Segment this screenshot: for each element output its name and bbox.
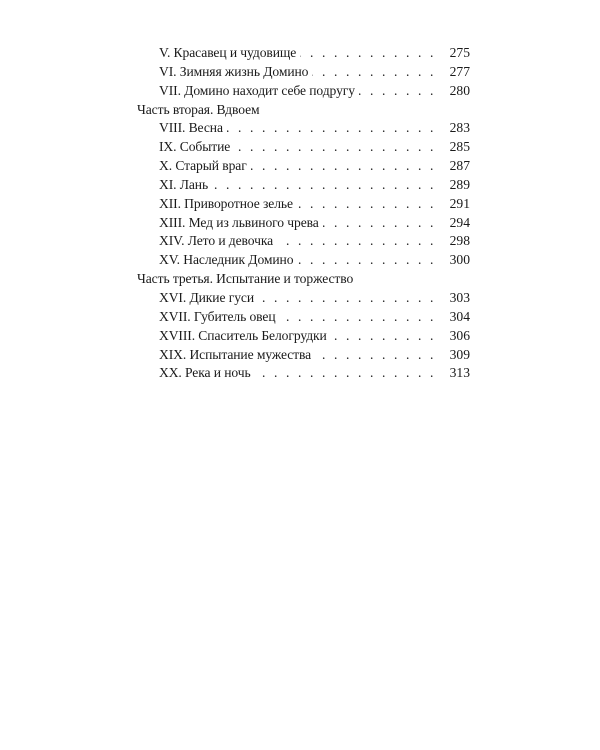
toc-entry bbox=[137, 364, 470, 383]
toc-entry-page: 313 bbox=[449, 365, 470, 381]
dot-leader bbox=[234, 138, 436, 157]
toc-entry-page: 285 bbox=[449, 139, 470, 155]
toc-entry bbox=[137, 82, 470, 101]
toc-entry-page: 304 bbox=[449, 308, 470, 324]
dot-leader bbox=[315, 346, 436, 365]
toc-entry-title: XVII. Губитель овец bbox=[159, 308, 276, 324]
dot-leader bbox=[280, 308, 436, 327]
toc-entry bbox=[137, 289, 470, 308]
dot-leader bbox=[255, 364, 436, 383]
dot-leader bbox=[297, 195, 436, 214]
dot-leader bbox=[323, 214, 436, 233]
dot-leader bbox=[258, 289, 436, 308]
toc-part-heading bbox=[137, 101, 470, 120]
toc-entry-title: XV. Наследник Домино bbox=[159, 252, 294, 268]
toc-entry-title: VI. Зимняя жизнь Домино bbox=[159, 63, 309, 79]
toc-entry-page: 300 bbox=[449, 252, 470, 268]
toc-entry bbox=[137, 63, 470, 82]
toc-entry-page: 309 bbox=[449, 346, 470, 362]
dot-leader bbox=[251, 157, 436, 176]
toc-part-heading bbox=[137, 270, 470, 289]
toc-entry-page: 291 bbox=[449, 195, 470, 211]
toc-part-title: Часть вторая. Вдвоем bbox=[137, 101, 260, 117]
toc-entry bbox=[137, 195, 470, 214]
toc-entry-page: 280 bbox=[449, 82, 470, 98]
dot-leader bbox=[297, 251, 436, 270]
dot-leader bbox=[300, 44, 436, 63]
toc-entry-title: V. Красавец и чудовище bbox=[159, 45, 297, 60]
toc-entry bbox=[137, 44, 470, 63]
toc-entry bbox=[137, 346, 470, 365]
toc-part-title: Часть третья. Испытание и торжество bbox=[137, 271, 354, 287]
toc-entry bbox=[137, 308, 470, 327]
toc-entry-title: IX. Событие bbox=[159, 139, 231, 155]
toc-entry-title: XI. Лань bbox=[159, 176, 209, 192]
toc-entry bbox=[137, 214, 470, 233]
toc-entry-page: 298 bbox=[449, 233, 470, 249]
toc-entry-page: 303 bbox=[449, 289, 470, 305]
toc-entry-title: XIV. Лето и девочка bbox=[159, 233, 274, 249]
toc-entry-title: VII. Домино находит себе подругу bbox=[159, 82, 355, 98]
toc-entry-title: XX. Река и ночь bbox=[159, 365, 251, 381]
toc-entry-page: 283 bbox=[449, 120, 470, 136]
table-of-contents bbox=[137, 44, 470, 383]
toc-entry bbox=[137, 119, 470, 138]
dot-leader bbox=[331, 327, 436, 346]
toc-entry-title: XIX. Испытание мужества bbox=[159, 346, 312, 362]
toc-entry bbox=[137, 327, 470, 346]
toc-entry bbox=[137, 157, 470, 176]
toc-entry bbox=[137, 176, 470, 195]
dot-leader bbox=[312, 63, 436, 82]
dot-leader bbox=[359, 82, 436, 101]
toc-entry bbox=[137, 232, 470, 251]
toc-entry-page: 306 bbox=[449, 327, 470, 343]
toc-entry-page: 275 bbox=[449, 45, 470, 60]
toc-entry-title: XIII. Мед из львиного чрева bbox=[159, 214, 319, 230]
toc-entry-page: 289 bbox=[449, 176, 470, 192]
dot-leader bbox=[227, 119, 436, 138]
toc-entry-title: VIII. Весна bbox=[159, 120, 223, 136]
toc-entry-page: 294 bbox=[449, 214, 470, 230]
toc-entry-page: 277 bbox=[449, 63, 470, 79]
dot-leader bbox=[277, 232, 436, 251]
toc-entry-title: XII. Приворотное зелье bbox=[159, 195, 293, 211]
toc-entry-title: X. Старый враг bbox=[159, 158, 247, 174]
toc-entry bbox=[137, 251, 470, 270]
toc-entry bbox=[137, 138, 470, 157]
toc-entry-title: XVIII. Спаситель Белогрудки bbox=[159, 327, 327, 343]
dot-leader bbox=[212, 176, 436, 195]
toc-entry-page: 287 bbox=[449, 158, 470, 174]
toc-entry-title: XVI. Дикие гуси bbox=[159, 289, 254, 305]
